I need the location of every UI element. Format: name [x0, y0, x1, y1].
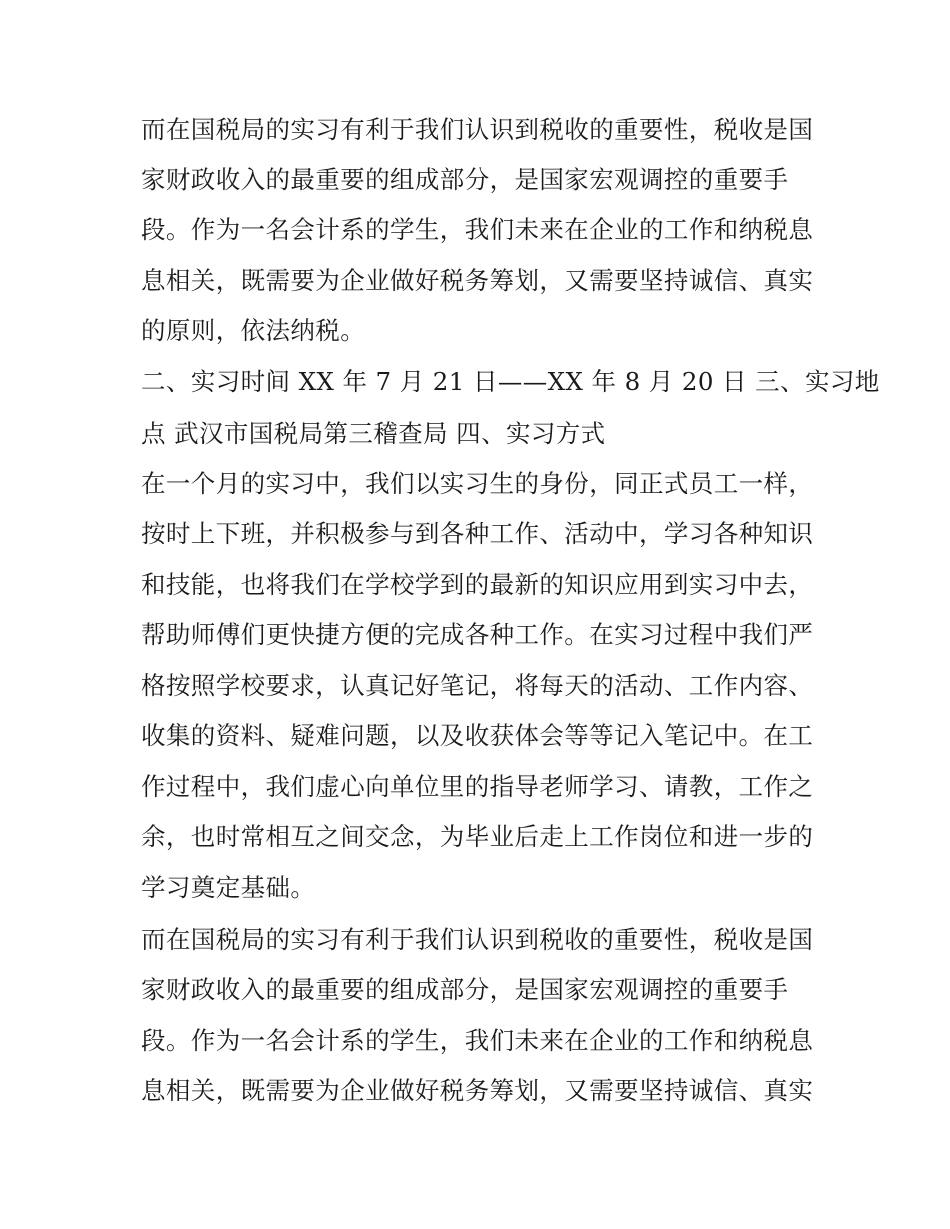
text-line: 帮助师傅们更快捷方便的完成各种工作。在实习过程中我们严 — [141, 620, 814, 649]
text-line: 而在国税局的实习有利于我们认识到税收的重要性，税收是国 — [141, 925, 814, 954]
text-line: 在一个月的实习中，我们以实习生的身份，同正式员工一样， — [141, 469, 814, 498]
text-line: 余，也时常相互之间交念，为毕业后走上工作岗位和进一步的 — [141, 822, 814, 851]
text-line: 和技能，也将我们在学校学到的最新的知识应用到实习中去， — [141, 570, 814, 599]
text-line: 息相关，既需要为企业做好税务筹划，又需要坚持诚信、真实 — [141, 266, 814, 295]
text-line: 收集的资料、疑难问题，以及收获体会等等记入笔记中。在工 — [141, 721, 814, 750]
section-heading-line: 点 武汉市国税局第三稽查局 四、实习方式 — [141, 419, 606, 448]
text-line: 按时上下班，并积极参与到各种工作、活动中，学习各种知识 — [141, 519, 814, 548]
text-line: 息相关，既需要为企业做好税务筹划，又需要坚持诚信、真实 — [141, 1076, 814, 1105]
text-line: 而在国税局的实习有利于我们认识到税收的重要性，税收是国 — [141, 115, 814, 144]
text-line: 段。作为一名会计系的学生，我们未来在企业的工作和纳税息 — [141, 1026, 814, 1055]
text-line: 家财政收入的最重要的组成部分，是国家宏观调控的重要手 — [141, 975, 789, 1004]
section-heading-line: 二、实习时间 XX 年 7 月 21 日——XX 年 8 月 20 日 三、实习地 — [141, 367, 880, 396]
text-line: 的原则，依法纳税。 — [141, 316, 366, 345]
text-line: 家财政收入的最重要的组成部分，是国家宏观调控的重要手 — [141, 165, 789, 194]
text-line: 格按照学校要求，认真记好笔记，将每天的活动、工作内容、 — [141, 671, 814, 700]
text-line: 学习奠定基础。 — [141, 873, 316, 902]
text-line: 段。作为一名会计系的学生，我们未来在企业的工作和纳税息 — [141, 215, 814, 244]
text-line: 作过程中，我们虚心向单位里的指导老师学习、请教，工作之 — [141, 772, 814, 801]
